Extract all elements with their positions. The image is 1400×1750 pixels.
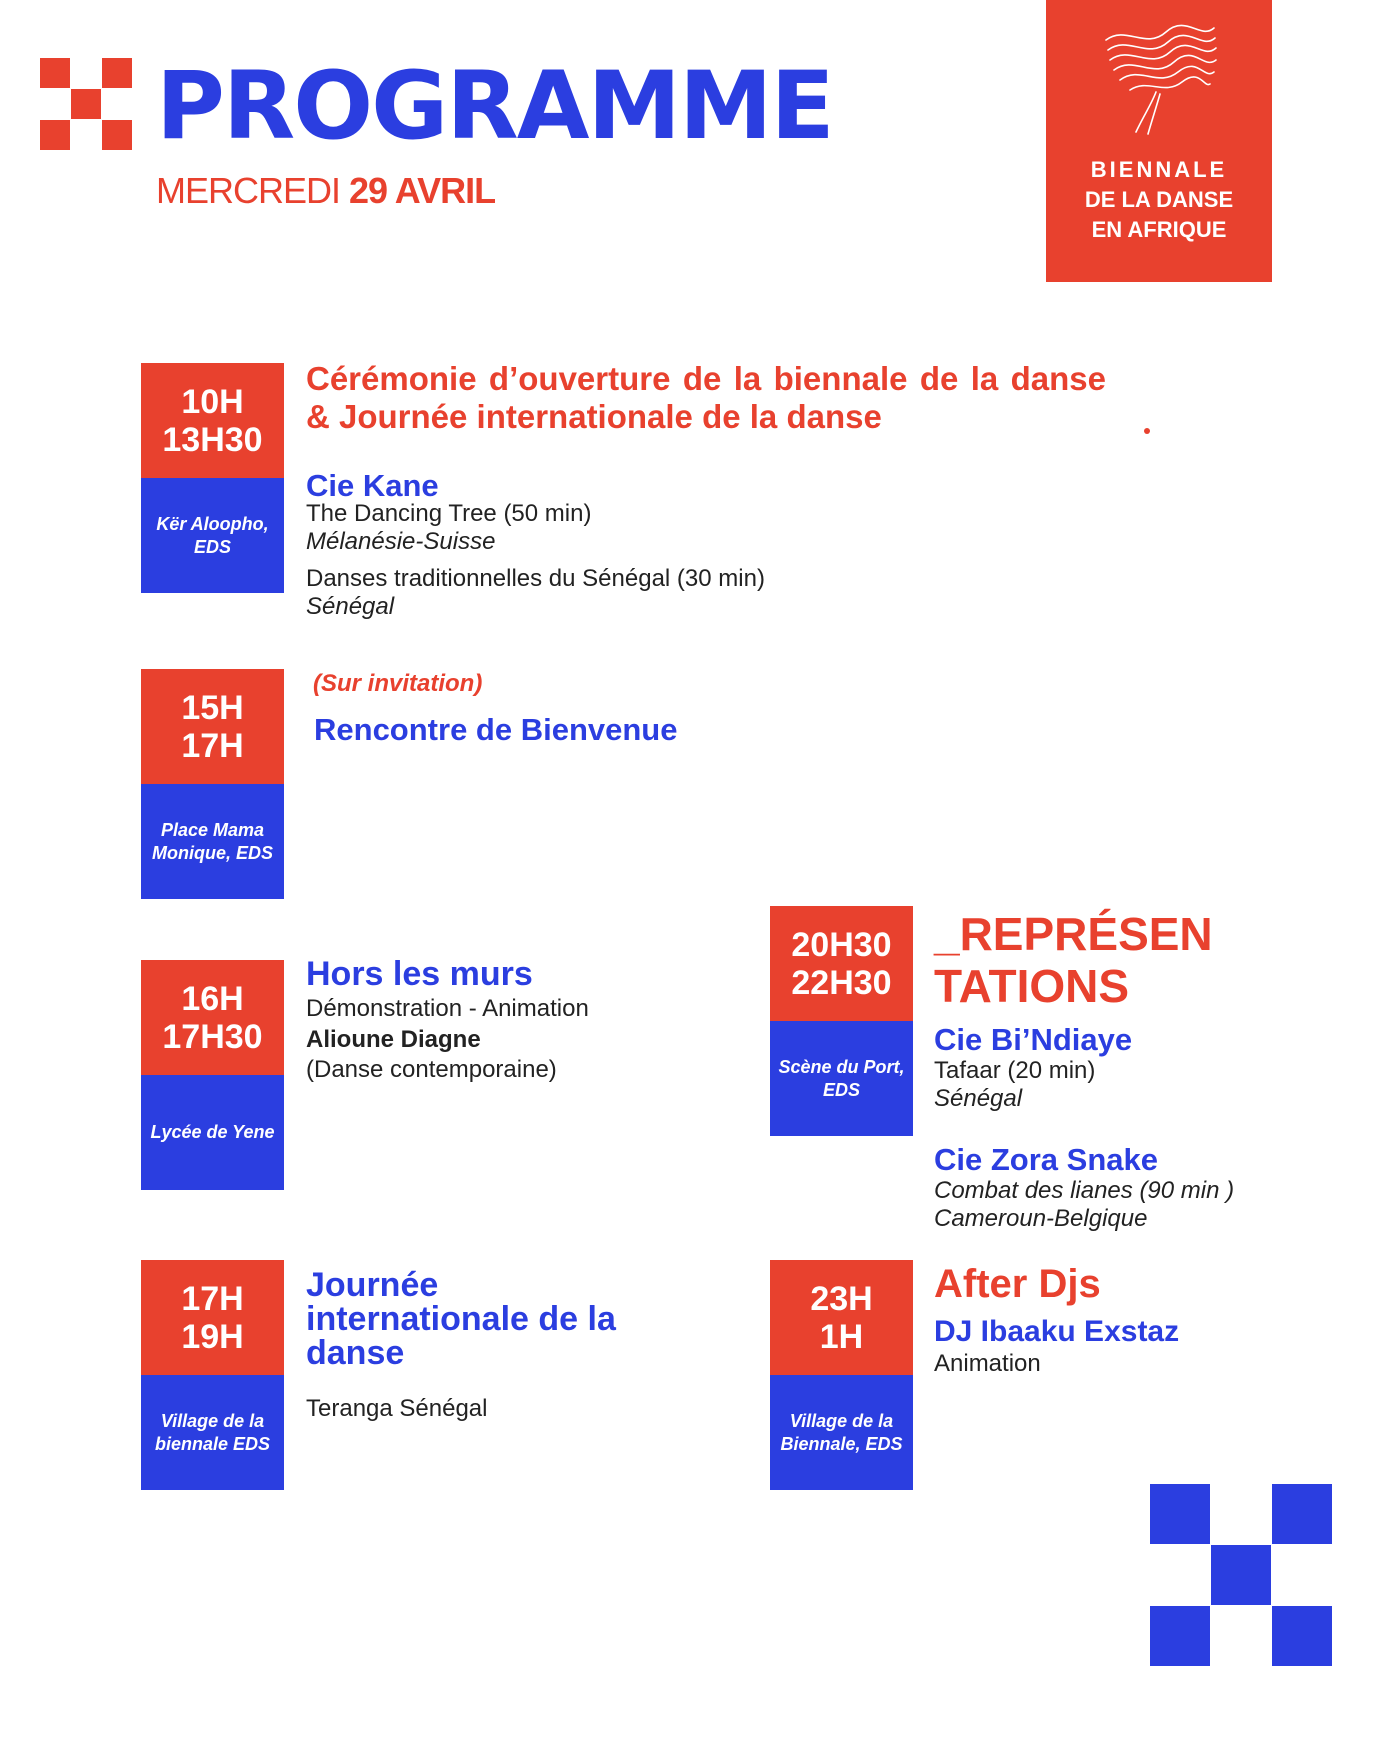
dj-name: DJ Ibaaku Exstaz	[934, 1315, 1180, 1348]
time-end: 22H30	[791, 963, 892, 1002]
event-title: Rencontre de Bienvenue	[314, 712, 678, 747]
dance-style: (Danse contemporaine)	[306, 1056, 557, 1083]
time-block	[141, 1260, 284, 1490]
time-end: 17H	[181, 726, 244, 765]
venue: Place Mama Monique, EDS	[141, 784, 284, 899]
time-end: 13H30	[162, 420, 263, 459]
event-subtitle: Démonstration - Animation	[306, 995, 589, 1022]
date-day: MERCREDI	[156, 170, 341, 211]
checker-decoration-top	[40, 58, 132, 150]
time-start: 15H	[181, 688, 244, 727]
show-origin: Mélanésie-Suisse	[306, 528, 496, 555]
date-value: 29 AVRIL	[349, 170, 496, 211]
time-block	[770, 906, 913, 1136]
page-date	[156, 170, 495, 212]
show-title: Tafaar (20 min)	[934, 1057, 1096, 1084]
show-origin: Sénégal	[934, 1085, 1023, 1112]
page-title: PROGRAMME	[156, 52, 833, 161]
show-origin: Cameroun-Belgique	[934, 1205, 1148, 1232]
venue: Village de la Biennale, EDS	[770, 1375, 913, 1490]
dancer-waves-icon	[1096, 20, 1222, 140]
event-subtitle: Teranga Sénégal	[306, 1395, 488, 1422]
show-title: Combat des lianes (90 min )	[934, 1177, 1235, 1204]
time-block	[141, 363, 284, 593]
event-title: Hors les murs	[306, 955, 533, 993]
time-end: 1H	[819, 1317, 864, 1356]
venue: Lycée de Yene	[141, 1075, 284, 1190]
time-start: 16H	[181, 979, 244, 1018]
section-title-line-1: _REPRÉSEN	[934, 908, 1213, 960]
decorative-dot	[1144, 428, 1150, 434]
company-name: Cie Bi’Ndiaye	[934, 1022, 1133, 1057]
time-start: 10H	[181, 382, 244, 421]
show-title: The Dancing Tree (50 min)	[306, 500, 592, 527]
time-block	[770, 1260, 913, 1490]
event-title: After Djs	[934, 1262, 1101, 1306]
time-end: 19H	[181, 1317, 244, 1356]
time-range	[141, 960, 284, 1075]
logo-line-1: BIENNALE	[1090, 157, 1228, 182]
invitation-note: (Sur invitation)	[313, 670, 483, 697]
section-title-line-2: TATIONS	[934, 960, 1130, 1012]
time-range	[141, 669, 284, 784]
show-origin: Sénégal	[306, 593, 395, 620]
show-title: Danses traditionnelles du Sénégal (30 min)	[306, 565, 765, 592]
time-end: 17H30	[162, 1017, 263, 1056]
logo-line-3: EN AFRIQUE	[1091, 217, 1227, 242]
artist-name: Alioune Diagne	[306, 1026, 481, 1053]
time-block	[141, 960, 284, 1190]
section-title	[934, 908, 1213, 1012]
time-start: 20H30	[791, 925, 892, 964]
time-range	[141, 363, 284, 478]
time-start: 23H	[810, 1279, 873, 1318]
time-start: 17H	[181, 1279, 244, 1318]
event-title: Journée internationale de la danse	[306, 1266, 616, 1372]
company-name: Cie Zora Snake	[934, 1142, 1158, 1177]
event-subtitle: Animation	[934, 1350, 1041, 1377]
time-range	[770, 1260, 913, 1375]
event-title: Cérémonie d’ouverture de la biennale de la danse & Journée internationale de la danse	[306, 360, 1106, 435]
biennale-logo	[1046, 0, 1272, 282]
company-name: Cie Kane	[306, 468, 439, 503]
logo-line-2: DE LA DANSE	[1084, 187, 1234, 212]
time-range	[770, 906, 913, 1021]
time-block	[141, 669, 284, 899]
time-range	[141, 1260, 284, 1375]
venue: Scène du Port, EDS	[770, 1021, 913, 1136]
venue: Village de la biennale EDS	[141, 1375, 284, 1490]
checker-decoration-bottom	[1150, 1484, 1332, 1666]
venue: Kër Aloopho, EDS	[141, 478, 284, 593]
